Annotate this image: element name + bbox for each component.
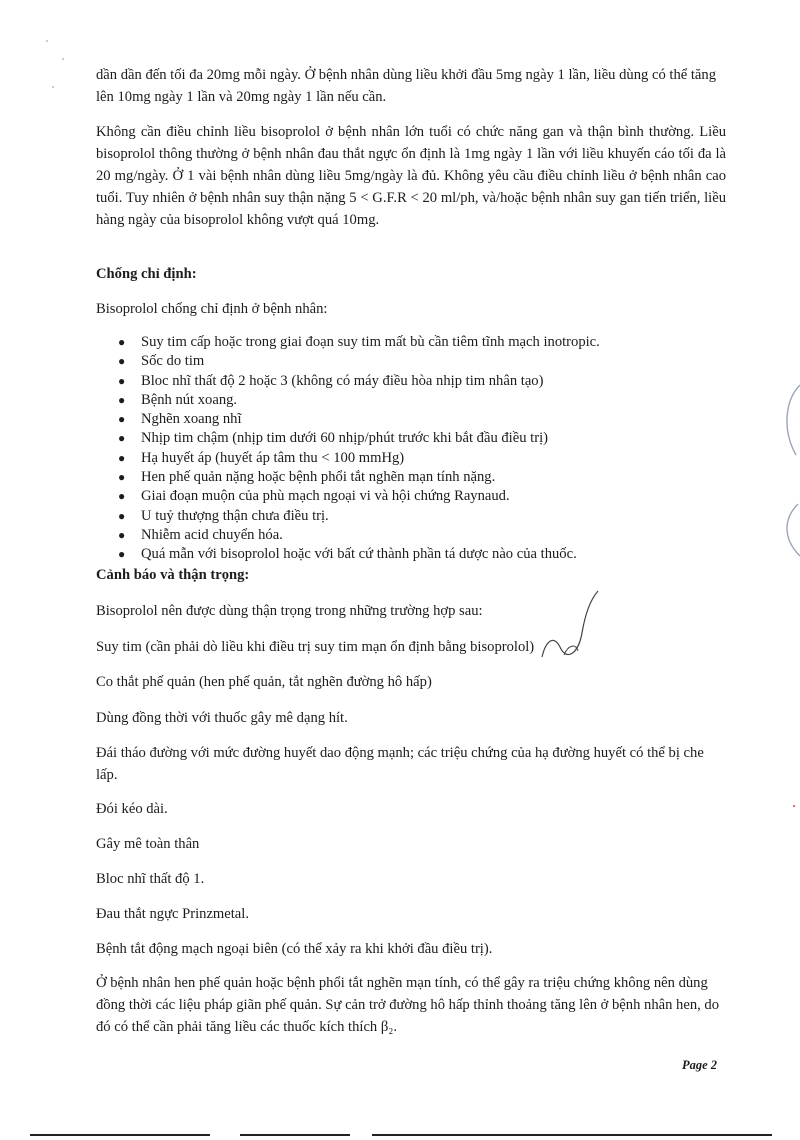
bullet-icon: ●: [118, 527, 126, 542]
stamp-fragment: [770, 380, 800, 460]
dosage-paragraph-2: Không cần điều chỉnh liều bisoprolol ở bệnh nhân lớn tuổi có chức năng gan và thận bình thường. Liều bisoprolol thông thường ở bệnh nhân đau thắt ngực ổn định là 1mg ngày 1 lần với liều khuyến cáo tối đa là 20 mg/ngày. Ở 1 vài bệnh nhân dùng liều 5mg/ngày là đủ. Không yêu cầu điều chỉnh liều ở bệnh nhân cao tuổi. Tuy nhiên ở bệnh nhân suy thận nặng 5 < G.F.R < 20 ml/ph, và/hoặc bệnh nhân suy gan tiến triển, liều hàng ngày của bisoprolol không vượt quá 10mg.: [96, 124, 726, 228]
list-item: ● Bệnh nút xoang.: [96, 391, 736, 410]
list-item: ● Quá mẫn với bisoprolol hoặc với bất cứ thành phần tá dược nào của thuốc.: [96, 545, 736, 564]
warning-item: Gây mê toàn thân: [96, 836, 200, 852]
list-item: ● Sốc do tim: [96, 352, 736, 371]
list-item: ● Bloc nhĩ thất độ 2 hoặc 3 (không có máy điều hòa nhịp tim nhân tạo): [96, 372, 736, 391]
list-item: ● Nghẽn xoang nhĩ: [96, 410, 736, 429]
dosage-paragraph-1: dần dần đến tối đa 20mg mỗi ngày. Ở bệnh nhân dùng liều khởi đầu 5mg ngày 1 lần, liều dùng có thể tăng lên 10mg ngày 1 lần và 20mg ngày 1 lần nếu cần.: [96, 67, 716, 105]
contraindications-intro: Bisoprolol chống chỉ định ở bệnh nhân:: [96, 301, 328, 317]
warning-item: Bloc nhĩ thất độ 1.: [96, 871, 205, 887]
warnings-heading: Cảnh báo và thận trọng:: [96, 567, 250, 583]
contraindications-heading: Chống chỉ định:: [96, 266, 197, 282]
bullet-icon: ●: [118, 373, 126, 388]
warning-item: Đau thắt ngực Prinzmetal.: [96, 906, 249, 922]
stamp-fragment: [770, 500, 800, 560]
footer-rule: [30, 1134, 210, 1136]
bullet-icon: ●: [118, 547, 126, 562]
list-item: ● Hen phế quản nặng hoặc bệnh phổi tắt nghẽn mạn tính nặng.: [96, 468, 736, 487]
scan-speck: [793, 805, 795, 807]
warning-paragraph-asthma: Ở bệnh nhân hen phế quản hoặc bệnh phổi tắt nghẽn mạn tính, có thể gây ra triệu chứng không nên dùng đồng thời các liệu pháp giãn phế quản. Sự cản trở đường hô hấp thỉnh thoảng tăng lên ở bệnh nhân hen, do đó có thể cần phải tăng liều các thuốc kích thích β₂.: [96, 975, 720, 1035]
bullet-icon: ●: [118, 431, 126, 446]
warning-item: Đói kéo dài.: [96, 801, 168, 817]
footer-rule: [240, 1134, 350, 1136]
list-item: ● Nhịp tim chậm (nhịp tim dưới 60 nhịp/phút trước khi bắt đầu điều trị): [96, 429, 736, 448]
bullet-icon: ●: [118, 450, 126, 465]
warnings-intro: Bisoprolol nên được dùng thận trọng trong những trường hợp sau:: [96, 603, 483, 619]
footer-rule: [372, 1134, 772, 1136]
list-item: ● Giai đoạn muộn của phù mạch ngoại vi và hội chứng Raynaud.: [96, 487, 736, 506]
bullet-icon: ●: [118, 412, 126, 427]
list-item: ● U tuỷ thượng thận chưa điều trị.: [96, 507, 736, 526]
scan-speck: [46, 40, 48, 42]
bullet-icon: ●: [118, 354, 126, 369]
warning-item: Đái tháo đường với mức đường huyết dao động mạnh; các triệu chứng của hạ đường huyết có thể bị che lấp.: [96, 745, 704, 783]
warning-item: Suy tim (cần phải dò liều khi điều trị suy tim mạn ổn định bằng bisoprolol): [96, 639, 535, 655]
bullet-icon: ●: [118, 392, 126, 407]
handwritten-mark: [520, 585, 610, 675]
bullet-icon: ●: [118, 470, 126, 485]
warning-item: Co thắt phế quản (hen phế quản, tắt nghẽn đường hô hấp): [96, 674, 432, 690]
warning-item: Dùng đồng thời với thuốc gây mê dạng hít.: [96, 710, 348, 726]
page-number: Page 2: [682, 1058, 718, 1072]
list-item: ● Hạ huyết áp (huyết áp tâm thu < 100 mmHg): [96, 449, 736, 468]
bullet-icon: ●: [118, 489, 126, 504]
list-item: ● Suy tim cấp hoặc trong giai đoạn suy tim mất bù cần tiêm tĩnh mạch inotropic.: [96, 333, 736, 352]
contraindications-list: [96, 333, 736, 565]
warning-item: Bệnh tắt động mạch ngoại biên (có thể xảy ra khi khởi đầu điều trị).: [96, 941, 493, 957]
bullet-icon: ●: [118, 335, 126, 349]
bullet-icon: ●: [118, 508, 126, 523]
list-item: ● Nhiễm acid chuyển hóa.: [96, 526, 736, 545]
scan-speck: [52, 86, 54, 88]
scan-speck: [62, 58, 64, 60]
